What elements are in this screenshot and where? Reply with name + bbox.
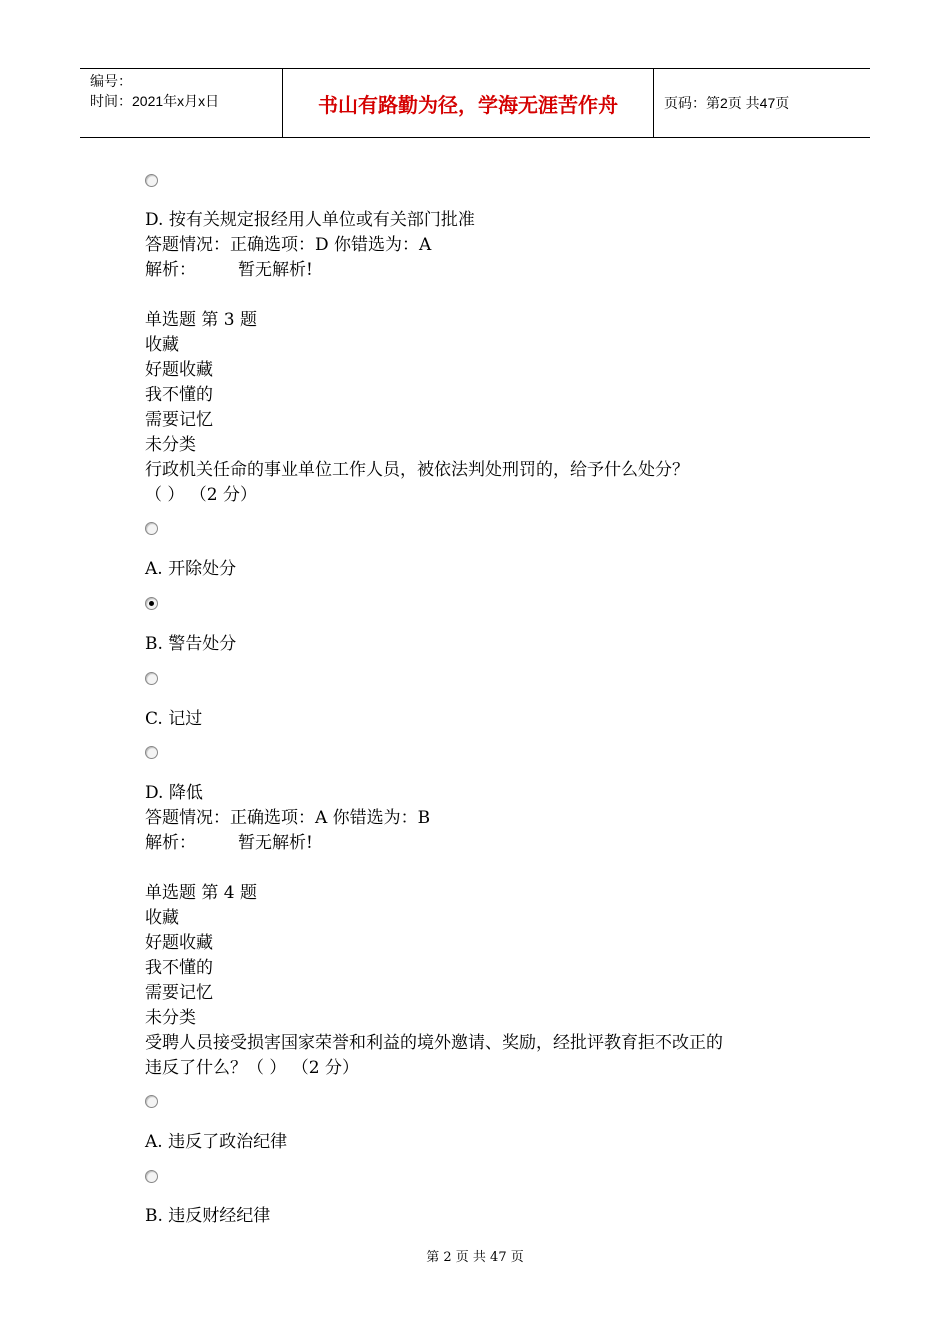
q4-tag-need-memorize[interactable]: 需要记忆 — [145, 983, 213, 1003]
q4-title: 单选题 第 4 题 — [145, 883, 258, 903]
q3-option-c-text: C. 记过 — [145, 709, 203, 729]
q3-analysis-text: 暂无解析! — [238, 833, 313, 853]
q3-tag-favorite[interactable]: 收藏 — [145, 335, 179, 355]
header-motto: 书山有路勤为径，学海无涯苦作舟 — [282, 69, 654, 137]
q2-answer-status: 答题情况：正确选项：D 你错选为：A — [145, 235, 432, 255]
header-meta — [80, 69, 282, 137]
q3-option-d-text: D. 降低 — [145, 783, 203, 803]
q3-analysis — [145, 831, 313, 855]
q3-tag-good-question[interactable]: 好题收藏 — [145, 360, 213, 380]
q3-title: 单选题 第 3 题 — [145, 310, 258, 330]
q2-option-d-text: D. 按有关规定报经用人单位或有关部门批准 — [145, 210, 475, 230]
document-header — [80, 68, 870, 138]
q2-analysis — [145, 258, 313, 282]
q4-tag-good-question[interactable]: 好题收藏 — [145, 933, 213, 953]
q3-analysis-label: 解析： — [145, 833, 196, 853]
q4-option-b-text: B. 违反财经纪律 — [145, 1206, 271, 1226]
radio-q4-option-a[interactable] — [145, 1095, 158, 1108]
q2-analysis-label: 解析： — [145, 260, 196, 280]
radio-q3-option-b[interactable] — [145, 597, 158, 610]
radio-q3-option-d[interactable] — [145, 746, 158, 759]
q3-tag-uncategorized[interactable]: 未分类 — [145, 435, 196, 455]
q3-stem-line1: 行政机关任命的事业单位工作人员，被依法判处刑罚的，给予什么处分？ — [145, 460, 689, 480]
q4-tag-favorite[interactable]: 收藏 — [145, 908, 179, 928]
number-label: 编号： — [90, 73, 132, 89]
q4-stem-line1: 受聘人员接受损害国家荣誉和利益的境外邀请、奖励，经批评教育拒不改正的 — [145, 1033, 723, 1053]
q4-tag-dont-understand[interactable]: 我不懂的 — [145, 958, 213, 978]
q3-option-b-text: B. 警告处分 — [145, 634, 237, 654]
q3-option-a-text: A. 开除处分 — [145, 559, 237, 579]
q2-analysis-text: 暂无解析! — [238, 260, 313, 280]
q4-option-a-text: A. 违反了政治纪律 — [145, 1132, 288, 1152]
q3-stem-line2: （ ） （2 分） — [145, 485, 258, 505]
radio-q3-option-c[interactable] — [145, 672, 158, 685]
page-footer: 第 2 页 共 47 页 — [426, 1250, 524, 1265]
q4-tag-uncategorized[interactable]: 未分类 — [145, 1008, 196, 1028]
q3-tag-dont-understand[interactable]: 我不懂的 — [145, 385, 213, 405]
radio-q2-option-d[interactable] — [145, 174, 158, 187]
q3-answer-status: 答题情况：正确选项：A 你错选为：B — [145, 808, 431, 828]
header-page-info: 页码：第2页 共47页 — [664, 95, 790, 111]
radio-q4-option-b[interactable] — [145, 1170, 158, 1183]
radio-q3-option-a[interactable] — [145, 522, 158, 535]
time-label: 时间：2021年x月x日 — [90, 93, 220, 109]
q3-tag-need-memorize[interactable]: 需要记忆 — [145, 410, 213, 430]
q4-stem-line2: 违反了什么？（ ） （2 分） — [145, 1058, 360, 1078]
